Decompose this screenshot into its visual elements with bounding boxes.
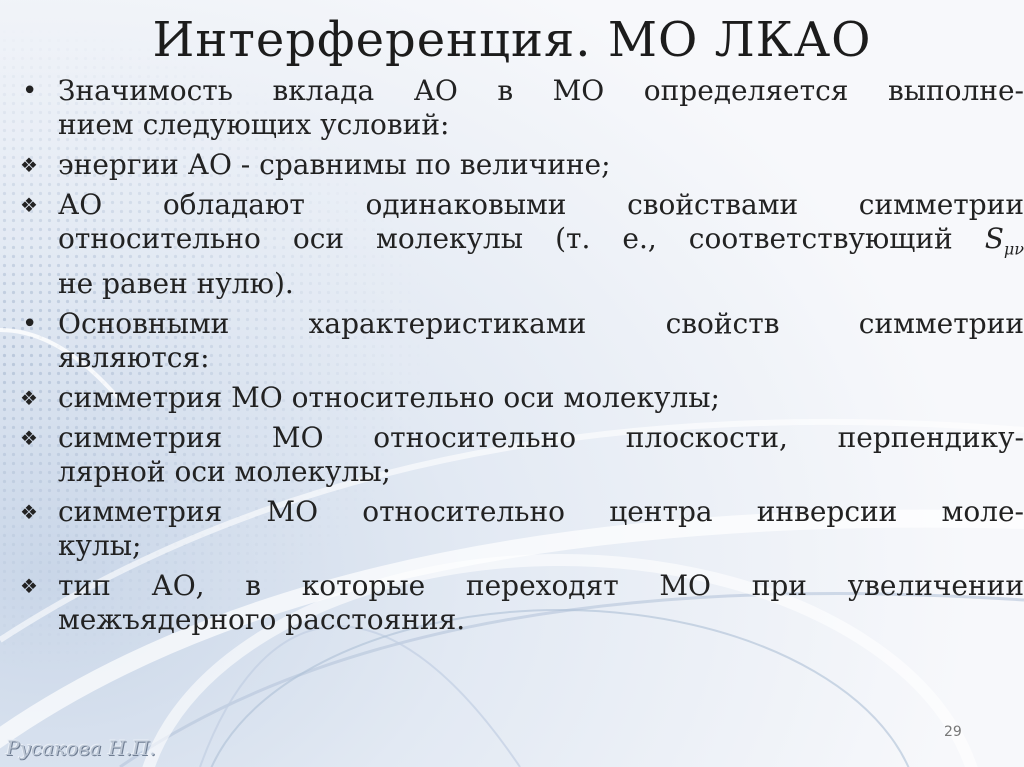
page-number: 29: [944, 724, 962, 740]
diamond-bullet-icon: ❖: [20, 425, 38, 450]
overlap-integral-symbol: $S_{\mu\nu}$: [984, 222, 1024, 259]
list-item: [20, 381, 1024, 415]
list-item: [20, 74, 1024, 142]
author-signature: Русакова Н.П.: [6, 736, 156, 760]
list-item-text: Основными характеристиками свойств симметрии являются:: [58, 306, 1024, 374]
list-item: [20, 307, 1024, 375]
list-item-text: энергии АО - сравнимы по величине;: [58, 148, 611, 181]
list-item: [20, 495, 1024, 563]
bullet-marker: •: [22, 76, 38, 106]
slide-title: Интерференция. МО ЛКАО: [152, 12, 872, 68]
diamond-bullet-icon: ❖: [20, 153, 38, 177]
diamond-bullet-icon: ❖: [20, 385, 38, 410]
list-item-text: АО обладают одинаковыми свойствами симметрии относительно оси молекулы (т. е., соответствующий $S_{\mu\nu}$ не равен нулю).: [58, 188, 1024, 300]
list-item-text: Значимость вклада АО в МО определяется выполне- нием следующих условий:: [58, 74, 1024, 141]
list-item-text: симметрия МО относительно плоскости, перпендику- лярной оси молекулы;: [58, 420, 1024, 488]
diamond-bullet-icon: ❖: [20, 499, 38, 524]
list-item: [20, 188, 1024, 301]
list-item: [20, 148, 1024, 182]
diamond-bullet-icon: ❖: [20, 573, 38, 598]
list-item-text: симметрия МО относительно оси молекулы;: [58, 380, 720, 414]
list-item: [20, 569, 1024, 637]
list-item-text: тип АО, в которые переходят МО при увеличении межъядерного расстояния.: [58, 568, 1024, 636]
diamond-bullet-icon: ❖: [20, 193, 38, 217]
bullet-marker: •: [22, 308, 38, 339]
list-item: [20, 421, 1024, 489]
list-item-text: симметрия МО относительно центра инверсии моле- кулы;: [58, 494, 1024, 562]
bullet-list: [20, 74, 1024, 694]
